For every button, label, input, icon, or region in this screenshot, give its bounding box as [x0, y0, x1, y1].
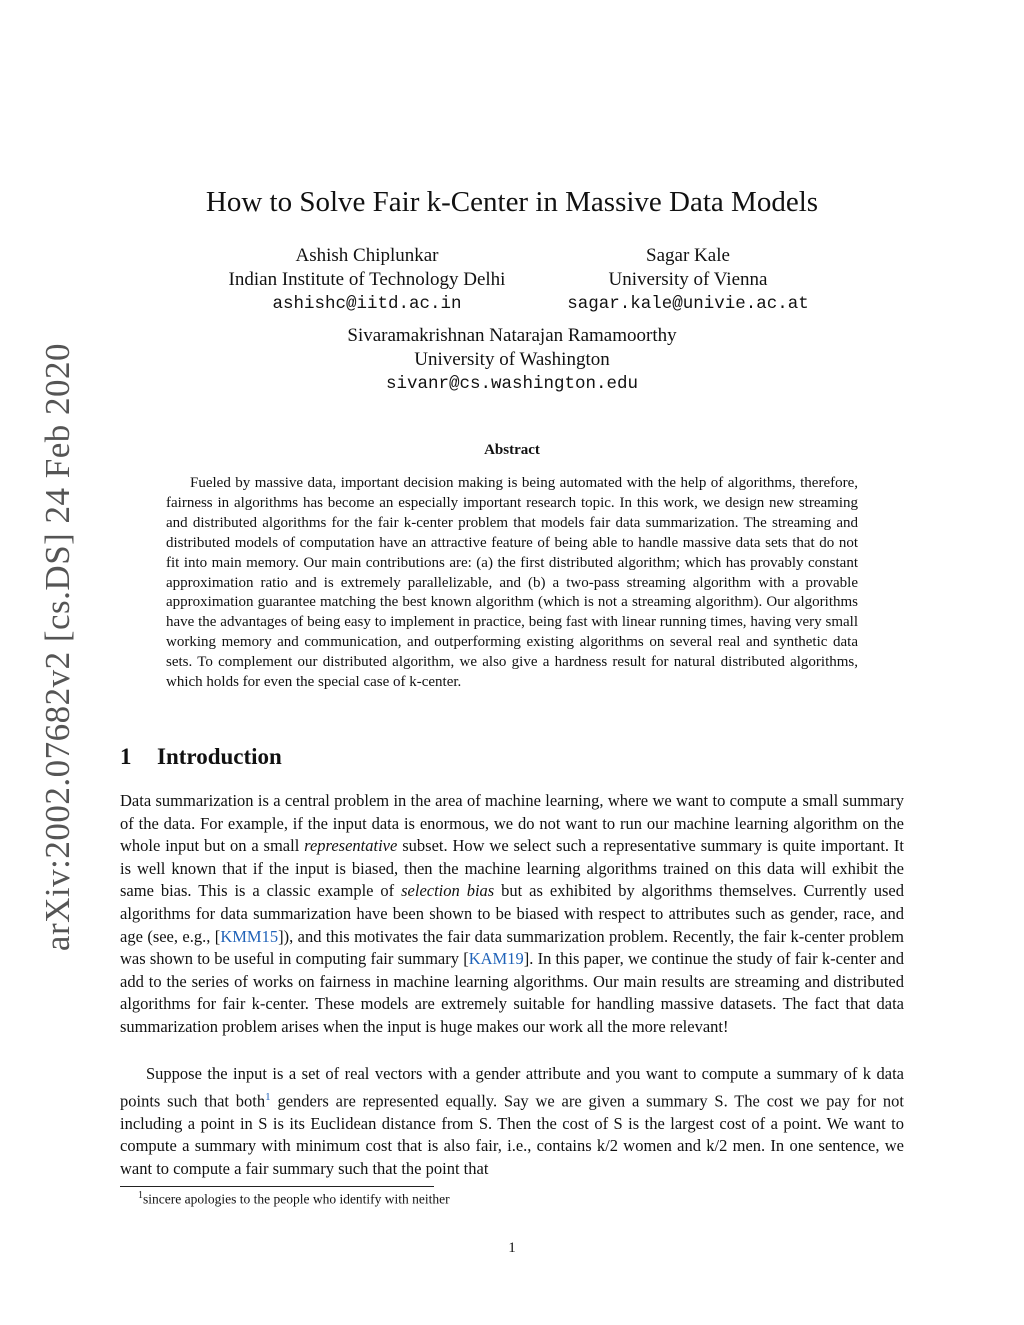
- author-email[interactable]: sagar.kale@univie.ac.at: [567, 294, 809, 314]
- text-run: Data summarization is a central problem in the area of machine learning, where we want to compute a small summary of the data. For example, if the input data is enormous, we do not want to run our machine learning algorithm on the whole input but on a small: [120, 791, 904, 856]
- author-block-2: [560, 244, 816, 316]
- section-heading: [120, 744, 282, 770]
- abstract-heading: Abstract: [484, 442, 540, 458]
- emphasis: selection bias: [401, 881, 495, 901]
- footnote-number: 1: [138, 1190, 143, 1201]
- author-name: Sivaramakrishnan Natarajan Ramamoorthy: [347, 325, 677, 346]
- text-run: ]. In this paper, we continue the study of fair k-center and add to the series of works on fairness in machine learning algorithms. Our main results are streaming and distributed algorithms for fair k-center. These models are extremely suitable for handling massive datasets. The fact that data summarization problem arises when the input is huge makes our work all the more relevant!: [120, 949, 904, 1036]
- footnote-rule: [120, 1186, 434, 1187]
- text-run: subset. How we select such a representative summary is quite important. It is well known that if the input is biased, then the machine learning algorithms trained on this data will exhibit the same bias. This is a classic example of: [120, 836, 904, 901]
- author-affiliation: University of Vienna: [608, 269, 768, 290]
- author-affiliation: Indian Institute of Technology Delhi: [228, 269, 506, 290]
- footnote: [138, 1190, 450, 1208]
- text-run: Suppose the input is a set of real vectors with a gender attribute and you want to compute a summary of k data points such that both: [120, 1064, 904, 1111]
- footnote-text: sincere apologies to the people who identify with neither: [143, 1191, 450, 1207]
- citation-link[interactable]: KAM19: [468, 949, 524, 969]
- page-number: 1: [508, 1240, 516, 1256]
- section-title: Introduction: [157, 744, 282, 769]
- author-name: Sagar Kale: [646, 245, 730, 266]
- author-email[interactable]: sivanr@cs.washington.edu: [385, 374, 639, 394]
- text-run: genders are represented equally. Say we are given a summary S. The cost we pay for not including a point in S is its Euclidean distance from S. Then the cost of S is the largest cost of a point. We want to compute a summary with minimum cost that is also fair, i.e., contains k/2 women and k/2 men. In one sentence, we want to compute a fair summary such that the point that: [120, 1091, 904, 1178]
- intro-paragraph-1: [120, 790, 904, 1039]
- intro-paragraph-2: [120, 1063, 904, 1180]
- footnote-marker[interactable]: 1: [265, 1090, 271, 1103]
- paper-title: How to Solve Fair k-Center in Massive Data Models: [205, 186, 819, 218]
- arxiv-stamp-text: arXiv:2002.07682v2 [cs.DS] 24 Feb 2020: [38, 342, 77, 952]
- section-number: 1: [120, 744, 132, 769]
- citation-link[interactable]: KMM15: [220, 926, 279, 946]
- abstract-text: Fueled by massive data, important decision making is being automated with the help of algorithms, therefore, fairness in algorithms has become an especially important research topic. In this work, we design new streaming and distributed algorithms for the fair k-center problem that models fair data summarization. The streaming and distributed models of computation have an attractive feature of being able to handle massive data sets that do not fit into main memory. Our main contributions are: (a) the first distributed algorithm; which has provably constant approximation ratio and is extremely parallelizable, and (b) a two-pass streaming algorithm with a provable approximation guarantee matching the best known algorithm (which is not a streaming algorithm). Our algorithms have the advantages of being easy to implement in practice, being fast with linear running times, having very small working memory and communication, and outperforming existing algorithms on several real and synthetic data sets. To complement our distributed algorithm, we also give a hardness result for natural distributed algorithms, which holds for even the special case of k-center.: [166, 475, 858, 691]
- author-affiliation: University of Washington: [414, 349, 610, 370]
- emphasis: representative: [304, 836, 398, 856]
- author-block-3: [262, 324, 762, 396]
- text-run: but as exhibited by algorithms themselves. Currently used algorithms for data summarization have been shown to be biased with respect to attributes such as gender, race, and age (see, e.g., [: [120, 881, 904, 946]
- author-email[interactable]: ashishc@iitd.ac.in: [272, 294, 462, 314]
- text-run: ]), and this motivates the fair data summarization problem. Recently, the fair k-center problem was shown to be useful in computing fair summary [: [120, 926, 905, 969]
- author-name: Ashish Chiplunkar: [295, 245, 439, 266]
- author-block-1: [212, 244, 522, 316]
